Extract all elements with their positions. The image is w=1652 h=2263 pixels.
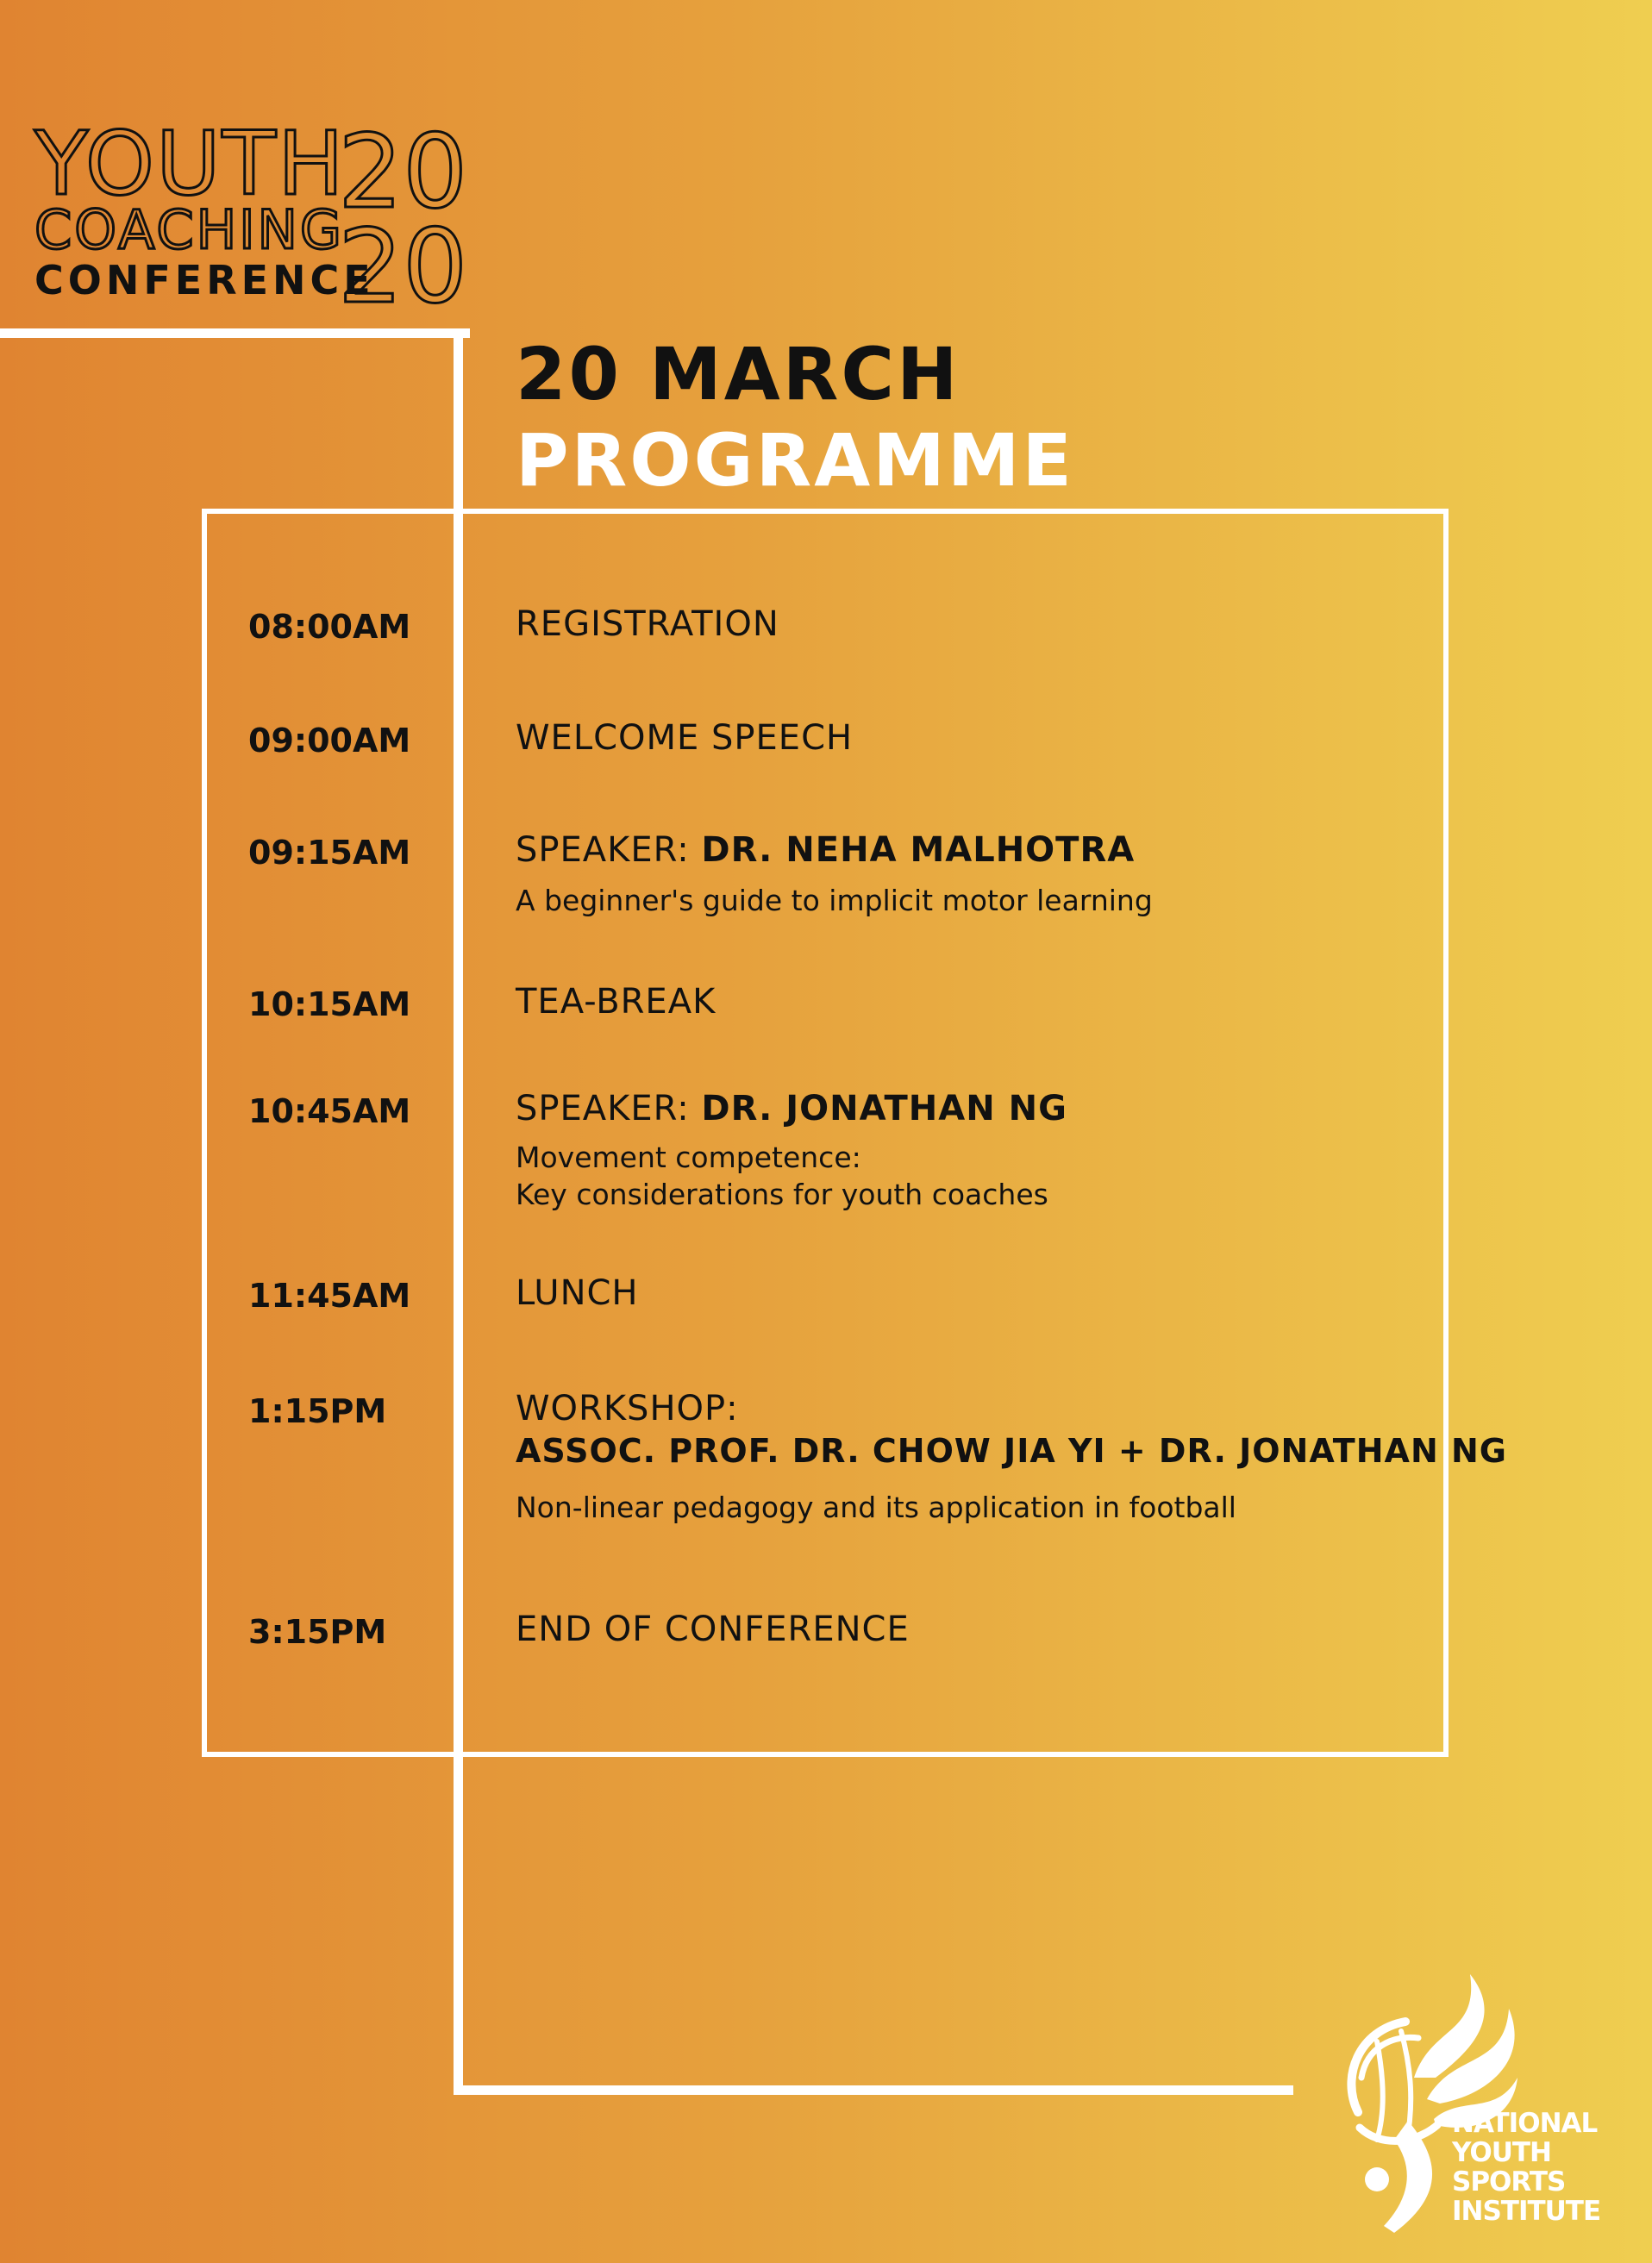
schedule-time: 10:15AM: [248, 985, 411, 1023]
workshop-speakers: ASSOC. PROF. DR. CHOW JIA YI + DR. JONATHAN NG: [516, 1432, 1507, 1470]
speaker-prefix: SPEAKER:: [516, 1089, 690, 1128]
schedule-speaker-line: [516, 1091, 1067, 1126]
logo-coaching: COACHING: [34, 198, 344, 261]
schedule-title: LUNCH: [516, 1273, 639, 1313]
schedule-title: TEA-BREAK: [516, 982, 716, 1022]
schedule-time: 10:45AM: [248, 1092, 411, 1130]
nysi-wordmark: [1452, 2109, 1600, 2226]
logo-year-bottom: 20: [338, 207, 468, 326]
schedule-title: END OF CONFERENCE: [516, 1610, 910, 1649]
frame-bottom-line: [454, 2085, 1293, 2095]
schedule-speaker-line: [516, 830, 1136, 870]
programme-title: PROGRAMME: [516, 418, 1074, 503]
schedule-time: 3:15PM: [248, 1613, 387, 1651]
schedule-time: 1:15PM: [248, 1392, 387, 1430]
schedule-time: 09:15AM: [248, 834, 411, 872]
programme-box: [202, 509, 1449, 1757]
schedule-description-line-1: Movement competence:: [516, 1141, 861, 1174]
schedule-title: WELCOME SPEECH: [516, 718, 854, 758]
frame-top-left-line: [0, 328, 470, 338]
schedule-title: REGISTRATION: [516, 604, 779, 644]
schedule-time: 09:00AM: [248, 722, 411, 760]
speaker-prefix: SPEAKER:: [516, 830, 690, 870]
programme-date: 20 MARCH: [516, 332, 961, 416]
logo-conference: CONFERENCE: [34, 257, 375, 303]
nysi-line-national: NATIONAL: [1452, 2108, 1598, 2139]
schedule-time: 08:00AM: [248, 608, 411, 646]
nysi-line-youth: YOUTH: [1452, 2137, 1551, 2169]
logo-youth: YOUTH: [34, 113, 346, 216]
logo-year-top: 20: [338, 112, 468, 231]
schedule-description: A beginner's guide to implicit motor learning: [516, 884, 1153, 917]
schedule-title: WORKSHOP:: [516, 1389, 739, 1428]
schedule-description-line-2: Key considerations for youth coaches: [516, 1178, 1048, 1211]
nysi-line-sports: SPORTS: [1452, 2166, 1566, 2198]
speaker-name: DR. NEHA MALHOTRA: [701, 830, 1136, 870]
nysi-line-institute: INSTITUTE: [1452, 2196, 1601, 2228]
speaker-name: DR. JONATHAN NG: [701, 1089, 1067, 1128]
schedule-time: 11:45AM: [248, 1277, 411, 1315]
schedule-description: Non-linear pedagogy and its application in football: [516, 1491, 1236, 1524]
